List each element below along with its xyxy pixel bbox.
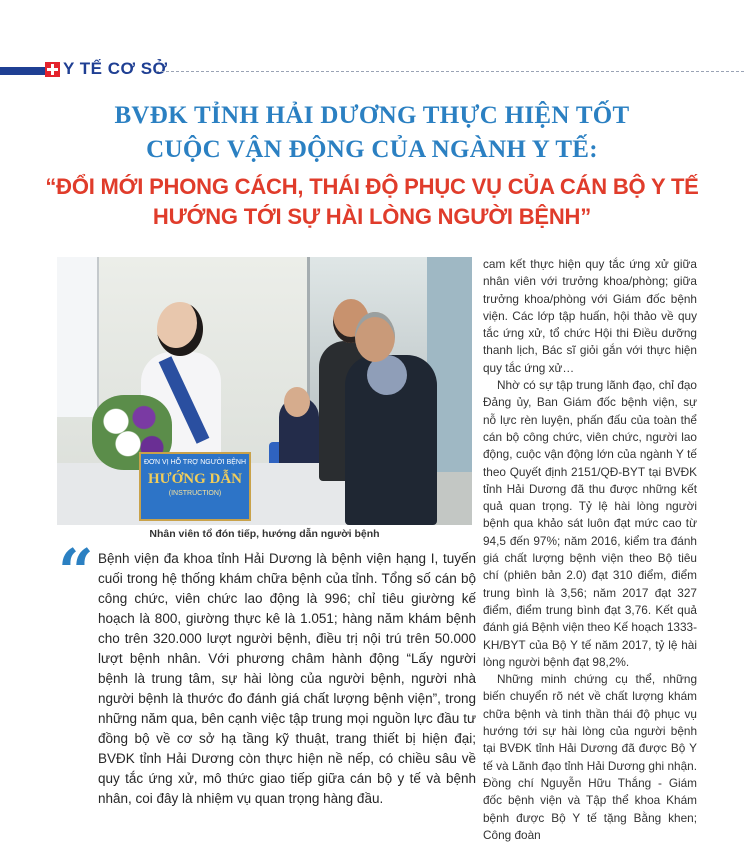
- section-label: Y TẾ CƠ SỞ: [63, 59, 168, 78]
- headline-quote-line-1: “ĐỔI MỚI PHONG CÁCH, THÁI ĐỘ PHỤC VỤ CỦA CÁN BỘ Y TẾ: [45, 174, 699, 199]
- photo-poster: [57, 257, 99, 417]
- photo-caption: Nhân viên tổ đón tiếp, hướng dẫn người bệnh: [149, 528, 380, 540]
- lead-paragraph: Bệnh viện đa khoa tỉnh Hải Dương là bệnh viện hạng I, tuyến cuối trong hệ thống khám chữa bệnh của tỉnh. Tổng số cán bộ công chức, viên chức lao động là 996; chỉ tiêu giường kế hoạch là 800, giường thực kê là 1.051; hàng năm khám bệnh cho trên 320.000 lượt người bệnh, điều trị nội trú trên 50.000 lượt bệnh nhân. Với phương châm hành động “Lấy người bệnh là trung tâm, sự hài lòng của người bệnh, người nhà người bệnh là thước đo đánh giá chất lượng bệnh viện”, trong những năm qua, bên cạnh việc tập trung mọi nguồn lực đầu tư đồng bộ về cơ sở hạ tầng kỹ thuật, trang thiết bị hiện đại; BVĐK tỉnh Hải Dương còn thực hiện nề nếp, có chiều sâu về quy tắc ứng xử, mô thức giao tiếp giữa cán bộ y tế và bệnh nhân, coi đây là nhiệm vụ quan trọng hàng đầu.: [98, 551, 476, 806]
- section-header: [0, 58, 744, 84]
- section-accent-bar: [0, 67, 46, 75]
- headline-line-2: CUỘC VẬN ĐỘNG CỦA NGÀNH Y TẾ:: [146, 136, 598, 163]
- right-paragraph-2: Nhờ có sự tập trung lãnh đạo, chỉ đạo Đảng ủy, Ban Giám đốc bệnh viện, sự nỗ lực rèn luyện, phấn đấu của toàn thể cán bộ công chức, viên chức, người lao động, cuộc vận động lớn của ngành Y tế theo Quyết định 2151/QĐ-BYT tại BVĐK tỉnh Hải Dương đã thu được những kết quả quan trọng. Tỷ lệ hài lòng người bệnh qua khảo sát luôn đạt mức cao từ 94,5 đến 97%; năm 2016, kiểm tra đánh giá chất lượng bệnh viện theo Bộ tiêu chí (phiên bản 2.0) đạt 310 điểm, điểm trung bình là 3,56; năm 2017 đạt 327 điểm, điểm trung bình đạt 3,76. Kết quả đánh giá Bệnh viện theo Kế hoạch 1333-KH/BYT của Bộ Y tế năm 2017, tỷ lệ hài lòng người bệnh đạt 98,2%.: [483, 378, 697, 669]
- quote-mark-icon: “: [58, 535, 94, 608]
- photo-sign-subtitle: (INSTRUCTION): [168, 490, 222, 497]
- article-photo: [57, 257, 472, 525]
- photo-man-2-head: [355, 312, 395, 362]
- photo-seated-woman-head: [284, 387, 310, 417]
- section-divider: [156, 71, 744, 73]
- photo-desk-sign: [139, 452, 251, 521]
- headline-line-1: BVĐK TỈNH HẢI DƯƠNG THỰC HIỆN TỐT: [114, 102, 630, 129]
- cross-icon: [45, 62, 60, 77]
- right-paragraph-1: cam kết thực hiện quy tắc ứng xử giữa nhân viên với trưởng khoa/phòng; giữa trưởng khoa/phòng với Giám đốc bệnh viện. Các lớp tập huấn, hội thảo về quy tắc ứng xử, tổ chức Hội thi Điều dưỡng thanh lịch, Bác sĩ giỏi gắn với thực hiện quy tắc ứng xử…: [483, 257, 697, 375]
- headline-quote-line-2: HƯỚNG TỚI SỰ HÀI LÒNG NGƯỜI BỆNH”: [152, 204, 592, 229]
- right-paragraph-3: Những minh chứng cụ thể, những biến chuyển rõ nét về chất lượng khám chữa bệnh và tinh thần thái độ phục vụ hướng tới sự hài lòng của người bệnh tại BVĐK tỉnh Hải Dương đã được Bộ Y tế và Lãnh đạo tỉnh Hải Dương ghi nhận. Đồng chí Nguyễn Hữu Thắng - Giám đốc bệnh viện và Tập thể khoa Khám bệnh được Bộ Y tế tặng Bằng khen; Công đoàn: [483, 672, 697, 842]
- right-column: [483, 256, 697, 844]
- photo-nurse-head: [157, 302, 203, 356]
- photo-sign-title: HƯỚNG DẪN: [147, 471, 243, 487]
- photo-sign-small-text: ĐƠN VỊ HỖ TRỢ NGƯỜI BỆNH: [143, 459, 247, 466]
